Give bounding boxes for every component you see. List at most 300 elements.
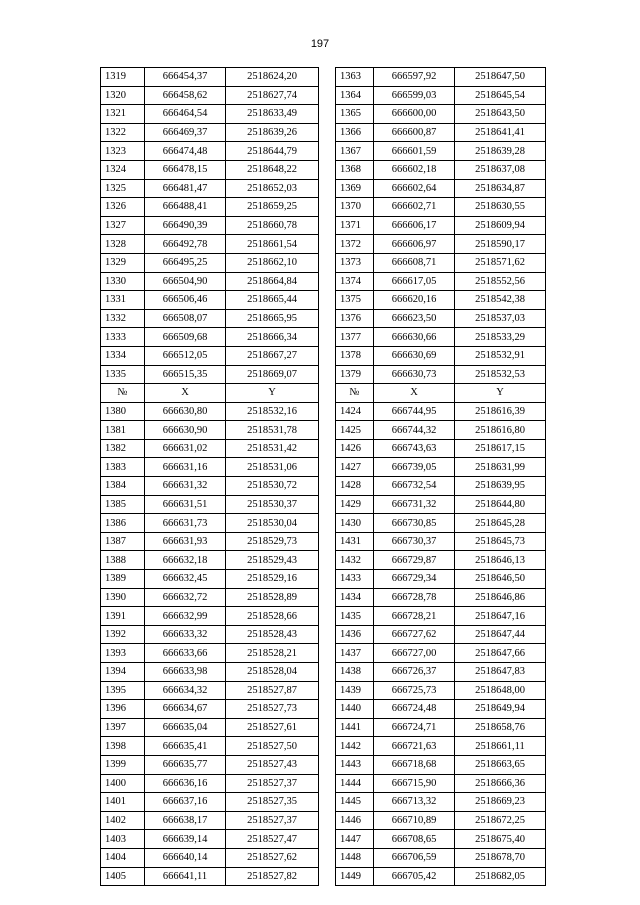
y-coordinate-cell: 2518590,17 — [455, 235, 546, 254]
point-number-cell: 1440 — [336, 700, 374, 719]
point-number-cell: 1442 — [336, 737, 374, 756]
y-coordinate-cell: 2518532,53 — [455, 365, 546, 384]
y-coordinate-cell: 2518527,43 — [226, 755, 319, 774]
x-coordinate-cell: 666458,62 — [145, 86, 226, 105]
x-coordinate-cell: 666633,98 — [145, 663, 226, 682]
table-row — [101, 681, 319, 700]
y-coordinate-cell: 2518639,28 — [455, 142, 546, 161]
y-coordinate-cell: 2518530,04 — [226, 514, 319, 533]
x-coordinate-cell: 666488,41 — [145, 198, 226, 217]
y-coordinate-cell: 2518647,50 — [455, 68, 546, 87]
table-row — [101, 160, 319, 179]
point-number-cell: 1388 — [101, 551, 145, 570]
table-row — [101, 439, 319, 458]
y-coordinate-cell: 2518530,37 — [226, 495, 319, 514]
table-row — [336, 551, 546, 570]
point-number-cell: 1400 — [101, 774, 145, 793]
x-coordinate-cell: 666631,32 — [145, 477, 226, 496]
header-num-cell: № — [101, 384, 145, 403]
table-row — [336, 588, 546, 607]
y-coordinate-cell: 2518527,37 — [226, 811, 319, 830]
y-coordinate-cell: 2518647,66 — [455, 644, 546, 663]
y-coordinate-cell: 2518661,11 — [455, 737, 546, 756]
table-row — [101, 272, 319, 291]
point-number-cell: 1367 — [336, 142, 374, 161]
point-number-cell: 1437 — [336, 644, 374, 663]
header-y-cell: Y — [455, 384, 546, 403]
y-coordinate-cell: 2518527,62 — [226, 848, 319, 867]
table-row — [336, 309, 546, 328]
y-coordinate-cell: 2518624,20 — [226, 68, 319, 87]
table-row — [336, 570, 546, 589]
y-coordinate-cell: 2518630,55 — [455, 198, 546, 217]
point-number-cell: 1365 — [336, 105, 374, 124]
point-number-cell: 1432 — [336, 551, 374, 570]
table-row — [336, 514, 546, 533]
x-coordinate-cell: 666631,73 — [145, 514, 226, 533]
table-row — [101, 365, 319, 384]
table-row — [101, 755, 319, 774]
x-coordinate-cell: 666744,32 — [374, 421, 455, 440]
point-number-cell: 1374 — [336, 272, 374, 291]
table-row — [336, 848, 546, 867]
point-number-cell: 1369 — [336, 179, 374, 198]
coordinate-table-left — [100, 67, 319, 886]
x-coordinate-cell: 666727,00 — [374, 644, 455, 663]
point-number-cell: 1330 — [101, 272, 145, 291]
point-number-cell: 1381 — [101, 421, 145, 440]
table-row — [336, 737, 546, 756]
x-coordinate-cell: 666515,35 — [145, 365, 226, 384]
y-coordinate-cell: 2518528,04 — [226, 663, 319, 682]
x-coordinate-cell: 666474,48 — [145, 142, 226, 161]
y-coordinate-cell: 2518662,10 — [226, 253, 319, 272]
x-coordinate-cell: 666490,39 — [145, 216, 226, 235]
x-coordinate-cell: 666721,63 — [374, 737, 455, 756]
x-coordinate-cell: 666708,65 — [374, 830, 455, 849]
y-coordinate-cell: 2518627,74 — [226, 86, 319, 105]
y-coordinate-cell: 2518542,38 — [455, 291, 546, 310]
table-row — [101, 700, 319, 719]
y-coordinate-cell: 2518643,50 — [455, 105, 546, 124]
table-row — [336, 346, 546, 365]
y-coordinate-cell: 2518647,16 — [455, 607, 546, 626]
point-number-cell: 1334 — [101, 346, 145, 365]
table-row — [101, 235, 319, 254]
y-coordinate-cell: 2518527,73 — [226, 700, 319, 719]
y-coordinate-cell: 2518647,44 — [455, 625, 546, 644]
table-row — [101, 793, 319, 812]
x-coordinate-cell: 666634,67 — [145, 700, 226, 719]
table-row — [101, 532, 319, 551]
x-coordinate-cell: 666495,25 — [145, 253, 226, 272]
table-row — [101, 421, 319, 440]
point-number-cell: 1325 — [101, 179, 145, 198]
point-number-cell: 1430 — [336, 514, 374, 533]
y-coordinate-cell: 2518528,66 — [226, 607, 319, 626]
table-row — [336, 68, 546, 87]
y-coordinate-cell: 2518665,95 — [226, 309, 319, 328]
x-coordinate-cell: 666706,59 — [374, 848, 455, 867]
y-coordinate-cell: 2518675,40 — [455, 830, 546, 849]
x-coordinate-cell: 666454,37 — [145, 68, 226, 87]
x-coordinate-cell: 666640,14 — [145, 848, 226, 867]
point-number-cell: 1323 — [101, 142, 145, 161]
y-coordinate-cell: 2518669,07 — [226, 365, 319, 384]
point-number-cell: 1332 — [101, 309, 145, 328]
y-coordinate-cell: 2518532,16 — [226, 402, 319, 421]
point-number-cell: 1364 — [336, 86, 374, 105]
y-coordinate-cell: 2518667,27 — [226, 346, 319, 365]
x-coordinate-cell: 666635,04 — [145, 718, 226, 737]
table-row — [336, 644, 546, 663]
point-number-cell: 1398 — [101, 737, 145, 756]
table-row — [336, 532, 546, 551]
y-coordinate-cell: 2518647,83 — [455, 663, 546, 682]
table-row — [101, 458, 319, 477]
point-number-cell: 1434 — [336, 588, 374, 607]
x-coordinate-cell: 666606,17 — [374, 216, 455, 235]
x-coordinate-cell: 666713,32 — [374, 793, 455, 812]
point-number-cell: 1446 — [336, 811, 374, 830]
x-coordinate-cell: 666739,05 — [374, 458, 455, 477]
x-coordinate-cell: 666623,50 — [374, 309, 455, 328]
y-coordinate-cell: 2518529,43 — [226, 551, 319, 570]
x-coordinate-cell: 666730,85 — [374, 514, 455, 533]
x-coordinate-cell: 666718,68 — [374, 755, 455, 774]
point-number-cell: 1375 — [336, 291, 374, 310]
x-coordinate-cell: 666728,21 — [374, 607, 455, 626]
point-number-cell: 1429 — [336, 495, 374, 514]
table-row — [101, 514, 319, 533]
table-row — [101, 718, 319, 737]
point-number-cell: 1322 — [101, 123, 145, 142]
x-coordinate-cell: 666634,32 — [145, 681, 226, 700]
point-number-cell: 1366 — [336, 123, 374, 142]
y-coordinate-cell: 2518645,73 — [455, 532, 546, 551]
y-coordinate-cell: 2518631,99 — [455, 458, 546, 477]
x-coordinate-cell: 666606,97 — [374, 235, 455, 254]
y-coordinate-cell: 2518652,03 — [226, 179, 319, 198]
point-number-cell: 1426 — [336, 439, 374, 458]
y-coordinate-cell: 2518532,91 — [455, 346, 546, 365]
table-row — [336, 216, 546, 235]
point-number-cell: 1395 — [101, 681, 145, 700]
point-number-cell: 1390 — [101, 588, 145, 607]
point-number-cell: 1383 — [101, 458, 145, 477]
point-number-cell: 1321 — [101, 105, 145, 124]
y-coordinate-cell: 2518533,29 — [455, 328, 546, 347]
table-row — [101, 477, 319, 496]
table-row — [336, 607, 546, 626]
point-number-cell: 1443 — [336, 755, 374, 774]
x-coordinate-cell: 666599,03 — [374, 86, 455, 105]
y-coordinate-cell: 2518666,36 — [455, 774, 546, 793]
point-number-cell: 1328 — [101, 235, 145, 254]
point-number-cell: 1396 — [101, 700, 145, 719]
table-row — [336, 179, 546, 198]
table-row — [336, 123, 546, 142]
y-coordinate-cell: 2518527,35 — [226, 793, 319, 812]
x-coordinate-cell: 666630,90 — [145, 421, 226, 440]
x-coordinate-cell: 666602,71 — [374, 198, 455, 217]
table-row — [101, 495, 319, 514]
table-row — [336, 160, 546, 179]
table-row — [101, 644, 319, 663]
table-row — [336, 793, 546, 812]
x-coordinate-cell: 666620,16 — [374, 291, 455, 310]
x-coordinate-cell: 666504,90 — [145, 272, 226, 291]
y-coordinate-cell: 2518527,82 — [226, 867, 319, 886]
y-coordinate-cell: 2518682,05 — [455, 867, 546, 886]
point-number-cell: 1380 — [101, 402, 145, 421]
point-number-cell: 1387 — [101, 532, 145, 551]
y-coordinate-cell: 2518529,16 — [226, 570, 319, 589]
y-coordinate-cell: 2518664,84 — [226, 272, 319, 291]
point-number-cell: 1427 — [336, 458, 374, 477]
table-row — [336, 105, 546, 124]
point-number-cell: 1320 — [101, 86, 145, 105]
y-coordinate-cell: 2518528,89 — [226, 588, 319, 607]
x-coordinate-cell: 666630,73 — [374, 365, 455, 384]
coordinate-table-right — [335, 67, 546, 886]
y-coordinate-cell: 2518616,80 — [455, 421, 546, 440]
table-row — [101, 570, 319, 589]
x-coordinate-cell: 666743,63 — [374, 439, 455, 458]
x-coordinate-cell: 666639,14 — [145, 830, 226, 849]
point-number-cell: 1403 — [101, 830, 145, 849]
table-row — [101, 774, 319, 793]
y-coordinate-cell: 2518661,54 — [226, 235, 319, 254]
point-number-cell: 1448 — [336, 848, 374, 867]
point-number-cell: 1385 — [101, 495, 145, 514]
point-number-cell: 1368 — [336, 160, 374, 179]
table-header-row — [336, 384, 546, 403]
table-row — [101, 291, 319, 310]
table-row — [336, 681, 546, 700]
x-coordinate-cell: 666725,73 — [374, 681, 455, 700]
y-coordinate-cell: 2518646,50 — [455, 570, 546, 589]
table-row — [336, 830, 546, 849]
table-row — [336, 439, 546, 458]
x-coordinate-cell: 666729,34 — [374, 570, 455, 589]
table-row — [336, 253, 546, 272]
table-row — [336, 402, 546, 421]
point-number-cell: 1425 — [336, 421, 374, 440]
x-coordinate-cell: 666637,16 — [145, 793, 226, 812]
y-coordinate-cell: 2518527,47 — [226, 830, 319, 849]
y-coordinate-cell: 2518666,34 — [226, 328, 319, 347]
point-number-cell: 1376 — [336, 309, 374, 328]
x-coordinate-cell: 666600,87 — [374, 123, 455, 142]
table-row — [336, 142, 546, 161]
table-row — [101, 663, 319, 682]
x-coordinate-cell: 666635,41 — [145, 737, 226, 756]
x-coordinate-cell: 666724,71 — [374, 718, 455, 737]
x-coordinate-cell: 666630,80 — [145, 402, 226, 421]
y-coordinate-cell: 2518641,41 — [455, 123, 546, 142]
y-coordinate-cell: 2518659,25 — [226, 198, 319, 217]
x-coordinate-cell: 666705,42 — [374, 867, 455, 886]
table-row — [101, 867, 319, 886]
x-coordinate-cell: 666469,37 — [145, 123, 226, 142]
table-row — [101, 328, 319, 347]
x-coordinate-cell: 666600,00 — [374, 105, 455, 124]
y-coordinate-cell: 2518639,26 — [226, 123, 319, 142]
table-row — [101, 848, 319, 867]
point-number-cell: 1397 — [101, 718, 145, 737]
y-coordinate-cell: 2518527,37 — [226, 774, 319, 793]
point-number-cell: 1329 — [101, 253, 145, 272]
y-coordinate-cell: 2518609,94 — [455, 216, 546, 235]
table-row — [336, 235, 546, 254]
table-row — [101, 346, 319, 365]
table-row — [101, 811, 319, 830]
x-coordinate-cell: 666726,37 — [374, 663, 455, 682]
table-row — [101, 309, 319, 328]
x-coordinate-cell: 666635,77 — [145, 755, 226, 774]
x-coordinate-cell: 666632,45 — [145, 570, 226, 589]
point-number-cell: 1399 — [101, 755, 145, 774]
point-number-cell: 1324 — [101, 160, 145, 179]
point-number-cell: 1447 — [336, 830, 374, 849]
y-coordinate-cell: 2518646,13 — [455, 551, 546, 570]
x-coordinate-cell: 666638,17 — [145, 811, 226, 830]
x-coordinate-cell: 666630,69 — [374, 346, 455, 365]
table-row — [336, 811, 546, 830]
y-coordinate-cell: 2518648,22 — [226, 160, 319, 179]
table-row — [101, 105, 319, 124]
table-row — [101, 142, 319, 161]
y-coordinate-cell: 2518527,61 — [226, 718, 319, 737]
point-number-cell: 1379 — [336, 365, 374, 384]
table-row — [101, 68, 319, 87]
x-coordinate-cell: 666632,99 — [145, 607, 226, 626]
x-coordinate-cell: 666617,05 — [374, 272, 455, 291]
x-coordinate-cell: 666632,72 — [145, 588, 226, 607]
y-coordinate-cell: 2518669,23 — [455, 793, 546, 812]
y-coordinate-cell: 2518528,21 — [226, 644, 319, 663]
y-coordinate-cell: 2518646,86 — [455, 588, 546, 607]
x-coordinate-cell: 666641,11 — [145, 867, 226, 886]
x-coordinate-cell: 666631,16 — [145, 458, 226, 477]
y-coordinate-cell: 2518678,70 — [455, 848, 546, 867]
y-coordinate-cell: 2518672,25 — [455, 811, 546, 830]
point-number-cell: 1326 — [101, 198, 145, 217]
table-row — [336, 328, 546, 347]
x-coordinate-cell: 666732,54 — [374, 477, 455, 496]
table-row — [101, 123, 319, 142]
table-row — [336, 625, 546, 644]
table-row — [336, 718, 546, 737]
x-coordinate-cell: 666631,51 — [145, 495, 226, 514]
point-number-cell: 1439 — [336, 681, 374, 700]
point-number-cell: 1405 — [101, 867, 145, 886]
y-coordinate-cell: 2518571,62 — [455, 253, 546, 272]
y-coordinate-cell: 2518531,42 — [226, 439, 319, 458]
point-number-cell: 1363 — [336, 68, 374, 87]
point-number-cell: 1389 — [101, 570, 145, 589]
table-row — [336, 755, 546, 774]
page-number: 197 — [310, 38, 330, 50]
table-row — [101, 402, 319, 421]
y-coordinate-cell: 2518649,94 — [455, 700, 546, 719]
x-coordinate-cell: 666602,64 — [374, 179, 455, 198]
header-num-cell: № — [336, 384, 374, 403]
y-coordinate-cell: 2518531,78 — [226, 421, 319, 440]
y-coordinate-cell: 2518529,73 — [226, 532, 319, 551]
x-coordinate-cell: 666730,37 — [374, 532, 455, 551]
point-number-cell: 1444 — [336, 774, 374, 793]
y-coordinate-cell: 2518658,76 — [455, 718, 546, 737]
table-row — [101, 607, 319, 626]
y-coordinate-cell: 2518644,80 — [455, 495, 546, 514]
table-row — [101, 198, 319, 217]
table-row — [101, 86, 319, 105]
table-row — [336, 365, 546, 384]
point-number-cell: 1402 — [101, 811, 145, 830]
point-number-cell: 1431 — [336, 532, 374, 551]
x-coordinate-cell: 666602,18 — [374, 160, 455, 179]
x-coordinate-cell: 666728,78 — [374, 588, 455, 607]
point-number-cell: 1377 — [336, 328, 374, 347]
table-row — [101, 588, 319, 607]
x-coordinate-cell: 666710,89 — [374, 811, 455, 830]
table-row — [336, 867, 546, 886]
point-number-cell: 1401 — [101, 793, 145, 812]
table-row — [336, 495, 546, 514]
table-row — [336, 291, 546, 310]
table-row — [101, 551, 319, 570]
y-coordinate-cell: 2518527,50 — [226, 737, 319, 756]
x-coordinate-cell: 666630,66 — [374, 328, 455, 347]
y-coordinate-cell: 2518648,00 — [455, 681, 546, 700]
x-coordinate-cell: 666631,02 — [145, 439, 226, 458]
point-number-cell: 1391 — [101, 607, 145, 626]
y-coordinate-cell: 2518645,28 — [455, 514, 546, 533]
y-coordinate-cell: 2518645,54 — [455, 86, 546, 105]
y-coordinate-cell: 2518665,44 — [226, 291, 319, 310]
point-number-cell: 1392 — [101, 625, 145, 644]
x-coordinate-cell: 666478,15 — [145, 160, 226, 179]
point-number-cell: 1449 — [336, 867, 374, 886]
table-row — [101, 253, 319, 272]
table-row — [336, 700, 546, 719]
y-coordinate-cell: 2518616,39 — [455, 402, 546, 421]
y-coordinate-cell: 2518530,72 — [226, 477, 319, 496]
x-coordinate-cell: 666715,90 — [374, 774, 455, 793]
table-row — [101, 625, 319, 644]
point-number-cell: 1384 — [101, 477, 145, 496]
table-row — [336, 86, 546, 105]
point-number-cell: 1378 — [336, 346, 374, 365]
table-row — [336, 458, 546, 477]
x-coordinate-cell: 666608,71 — [374, 253, 455, 272]
table-row — [336, 663, 546, 682]
x-coordinate-cell: 666636,16 — [145, 774, 226, 793]
y-coordinate-cell: 2518634,87 — [455, 179, 546, 198]
point-number-cell: 1435 — [336, 607, 374, 626]
table-row — [101, 830, 319, 849]
point-number-cell: 1386 — [101, 514, 145, 533]
point-number-cell: 1445 — [336, 793, 374, 812]
x-coordinate-cell: 666724,48 — [374, 700, 455, 719]
point-number-cell: 1372 — [336, 235, 374, 254]
x-coordinate-cell: 666464,54 — [145, 105, 226, 124]
x-coordinate-cell: 666633,32 — [145, 625, 226, 644]
x-coordinate-cell: 666597,92 — [374, 68, 455, 87]
point-number-cell: 1333 — [101, 328, 145, 347]
